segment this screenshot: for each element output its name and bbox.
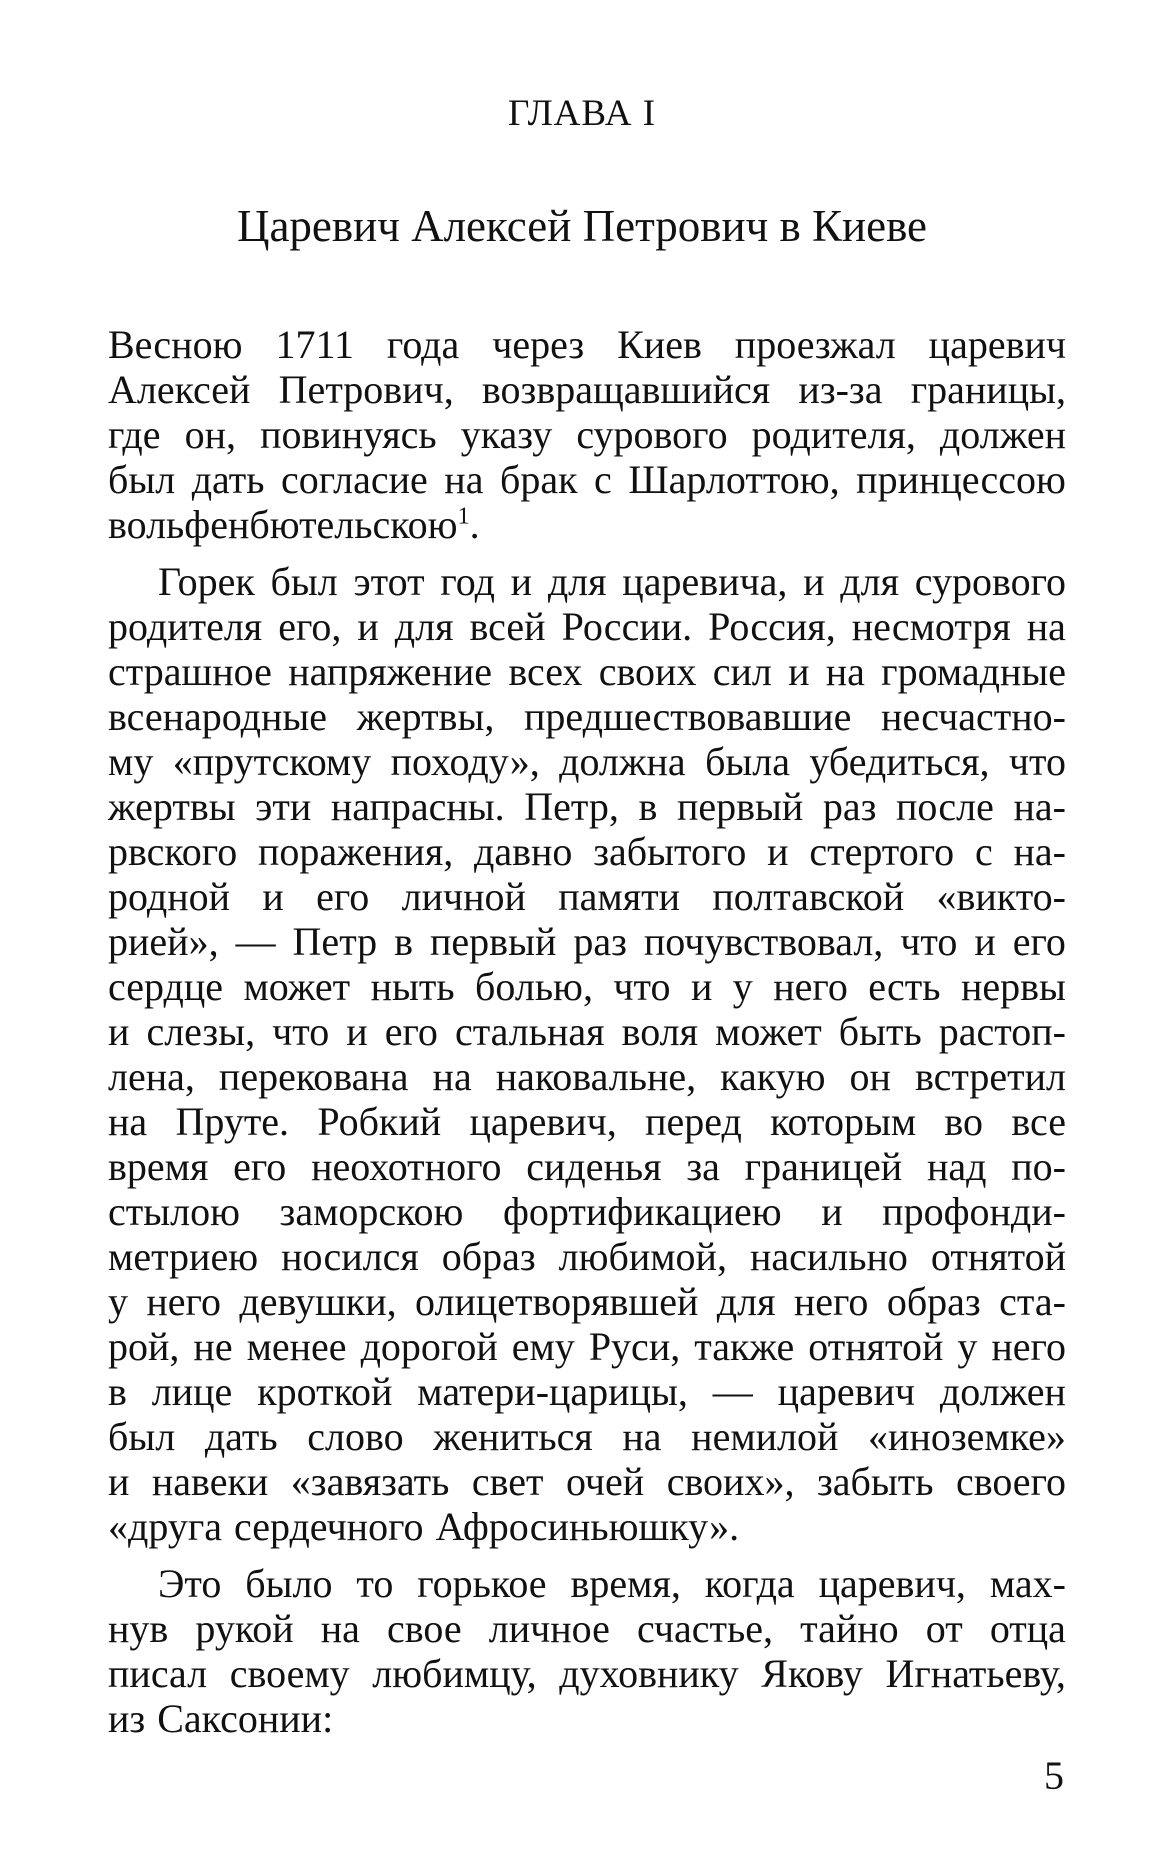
word: Горек — [158, 559, 255, 604]
word: писал — [108, 1651, 208, 1696]
word: года — [386, 322, 460, 367]
word: на — [320, 1606, 360, 1651]
word: сурового — [914, 559, 1066, 604]
word: «викто- — [936, 874, 1066, 919]
word: для — [394, 604, 454, 649]
word: воля — [621, 1009, 699, 1054]
text-line — [108, 1009, 1066, 1054]
word: «иноземке» — [868, 1414, 1066, 1459]
text-line — [108, 1606, 1066, 1651]
word: Игнатьеву, — [885, 1651, 1066, 1696]
word: был — [270, 559, 338, 604]
word: дать — [191, 457, 265, 502]
word: быть — [838, 1009, 922, 1054]
word: и — [357, 604, 379, 649]
word: свет — [471, 1459, 544, 1504]
word: что — [613, 964, 671, 1009]
word: рвского — [108, 829, 238, 874]
word: матери-царицы, — [417, 1369, 688, 1414]
word: горькое — [417, 1561, 547, 1606]
word: отнятой — [930, 1234, 1066, 1279]
word: согласие — [281, 457, 428, 502]
word: и — [108, 1009, 130, 1054]
word: Петр, — [524, 784, 619, 829]
word: и — [262, 874, 284, 919]
text-line — [108, 367, 1066, 412]
word: памяти — [558, 874, 681, 919]
word: и — [510, 559, 533, 604]
word: нервы — [960, 964, 1066, 1009]
text-line — [108, 322, 1066, 367]
word: предшествовавшие — [524, 694, 852, 739]
word: может — [243, 964, 351, 1009]
word: для — [716, 1279, 776, 1324]
word: первый — [676, 784, 804, 829]
word: страшное — [108, 649, 272, 694]
word: Весною — [108, 322, 243, 367]
word: раз — [573, 919, 627, 964]
word: любимой, — [558, 1234, 727, 1279]
word: лице — [151, 1369, 233, 1414]
body-text — [108, 322, 1066, 1741]
word: ныть — [370, 964, 455, 1009]
word: и — [974, 919, 996, 964]
text-line — [108, 919, 1066, 964]
text-line — [108, 1234, 1066, 1279]
footnote-punctuation: . — [469, 502, 480, 547]
word: фортификациею — [502, 1189, 782, 1234]
word: год — [440, 559, 495, 604]
text-line — [108, 784, 1066, 829]
word: образ — [441, 1234, 536, 1279]
word: Петрович, — [278, 367, 454, 412]
text-line — [108, 457, 1066, 502]
word: также — [694, 1324, 795, 1369]
word: его — [316, 874, 370, 919]
word: очей — [565, 1459, 645, 1504]
text-line — [108, 502, 1066, 547]
word: и — [108, 1459, 130, 1504]
word: от — [925, 1606, 963, 1651]
word: что — [900, 919, 958, 964]
text-line — [108, 1459, 1066, 1504]
word: отнятой — [808, 1324, 944, 1369]
word: и — [690, 964, 713, 1009]
word: жертвы, — [356, 694, 495, 739]
word: своему — [229, 1651, 350, 1696]
text-line — [108, 1651, 1066, 1696]
word: которым — [770, 1099, 917, 1144]
text-line — [108, 1414, 1066, 1459]
text-line — [108, 1324, 1066, 1369]
word: Киев — [617, 322, 702, 367]
word: олицетворявшей — [415, 1279, 699, 1324]
word: время — [108, 1144, 209, 1189]
word: счастье, — [636, 1606, 774, 1651]
word: после — [896, 784, 994, 829]
word: немилой — [691, 1414, 839, 1459]
word: «прутскому — [172, 739, 372, 784]
word: Афросиньюшку». — [435, 1504, 740, 1549]
word: ста- — [999, 1279, 1066, 1324]
word: его — [384, 1009, 438, 1054]
word: му — [108, 739, 154, 784]
word: мах- — [989, 1561, 1066, 1606]
word: забытого — [593, 829, 747, 874]
word: 1711 — [275, 322, 354, 367]
word: давно — [474, 829, 573, 874]
word: девушки, — [239, 1279, 397, 1324]
word: — — [235, 919, 276, 964]
word: все — [1011, 1099, 1066, 1144]
word: слово — [307, 1414, 404, 1459]
word: вольфенбютельскою$^1$. — [108, 502, 480, 547]
word: своих — [598, 649, 697, 694]
word: есть — [868, 964, 941, 1009]
word: встретил — [914, 1054, 1066, 1099]
word: дать — [204, 1414, 278, 1459]
word: на — [825, 649, 865, 694]
word: на — [108, 1099, 148, 1144]
word: него — [991, 1324, 1066, 1369]
word: образ — [886, 1279, 981, 1324]
word: него — [773, 964, 848, 1009]
word: стылою — [108, 1189, 240, 1234]
word: навеки — [151, 1459, 269, 1504]
word: может — [715, 1009, 822, 1054]
word: профонди- — [882, 1189, 1066, 1234]
word: напрасны. — [330, 784, 505, 829]
word: должна — [559, 739, 686, 784]
word: личное — [488, 1606, 610, 1651]
word: царевича, — [622, 559, 788, 604]
word: не — [193, 1324, 233, 1369]
word: границы, — [910, 367, 1066, 412]
word: первый — [430, 919, 557, 964]
word: личной — [401, 874, 526, 919]
word: и — [346, 1009, 368, 1054]
word: что — [272, 1009, 330, 1054]
word: у — [108, 1279, 128, 1324]
word: царевич, — [469, 1099, 617, 1144]
word: «друга — [108, 1504, 222, 1549]
word: Якову — [761, 1651, 863, 1696]
word: сил — [712, 649, 772, 694]
text-line — [108, 739, 1066, 784]
word: него — [793, 1279, 869, 1324]
text-line — [108, 1189, 1066, 1234]
chapter-title: Царевич Алексей Петрович в Киеве — [236, 201, 928, 251]
word: повинуясь — [260, 412, 437, 457]
text-line — [108, 964, 1066, 1009]
word: всей — [469, 604, 546, 649]
text-line — [108, 559, 1066, 604]
word: ему — [511, 1324, 575, 1369]
text-line — [108, 1144, 1066, 1189]
word: по- — [1011, 1144, 1066, 1189]
word: наковальне, — [495, 1054, 697, 1099]
word: на- — [1013, 829, 1066, 874]
word: была — [705, 739, 791, 784]
word: был — [108, 1414, 176, 1459]
word: во — [944, 1099, 984, 1144]
word: у — [732, 964, 753, 1009]
word: походу», — [390, 739, 540, 784]
word: дорогой — [360, 1324, 498, 1369]
word: Петр — [292, 919, 378, 964]
word: на- — [1013, 784, 1066, 829]
word: сиденья — [526, 1144, 662, 1189]
word: своего — [955, 1459, 1066, 1504]
word: сурового — [576, 412, 728, 457]
word: его — [233, 1144, 287, 1189]
word: проезжал — [734, 322, 896, 367]
word: время, — [570, 1561, 681, 1606]
text-line — [108, 829, 1066, 874]
word: царевич — [777, 1369, 915, 1414]
word: полтавской — [712, 874, 905, 919]
word: брак — [499, 457, 578, 502]
word: он — [849, 1054, 891, 1099]
word: кроткой — [257, 1369, 393, 1414]
word: Это — [158, 1561, 222, 1606]
word: с — [974, 829, 993, 874]
word: для — [840, 559, 899, 604]
word: носился — [281, 1234, 419, 1279]
word: он, — [184, 412, 237, 457]
word: заморскою — [279, 1189, 464, 1234]
word: всех — [508, 649, 583, 694]
word: несчастно- — [881, 694, 1066, 739]
word: и — [767, 829, 789, 874]
word: стертого — [809, 829, 955, 874]
word: насильно — [749, 1234, 908, 1279]
word: жертвы — [108, 784, 236, 829]
word: этот — [353, 559, 425, 604]
word: в — [108, 1369, 127, 1414]
word: и — [803, 559, 825, 604]
word: Алексей — [108, 367, 251, 412]
word: из — [108, 1696, 146, 1741]
word: жениться — [433, 1414, 593, 1459]
word: его, — [278, 604, 342, 649]
word: своих», — [666, 1459, 795, 1504]
word: на — [622, 1414, 662, 1459]
text-line — [108, 649, 1066, 694]
word: рией», — [108, 919, 219, 964]
word: стальная — [454, 1009, 605, 1054]
word: громадные — [881, 649, 1066, 694]
word: на — [444, 457, 484, 502]
word: болью, — [475, 964, 593, 1009]
word: родителя, — [751, 412, 916, 457]
word: Робкий — [317, 1099, 442, 1144]
word: должен — [939, 412, 1066, 457]
word: почувствовал, — [643, 919, 884, 964]
word: отца — [989, 1606, 1066, 1651]
text-line — [108, 604, 1066, 649]
word: царевич — [928, 322, 1066, 367]
word: сердце — [108, 964, 223, 1009]
chapter-label: ГЛАВА I — [507, 93, 657, 134]
word: рой, — [108, 1324, 180, 1369]
word: и — [821, 1189, 843, 1234]
word: когда — [704, 1561, 795, 1606]
word: Россия, — [708, 604, 836, 649]
word: слезы, — [146, 1009, 256, 1054]
word: Саксонии: — [157, 1696, 334, 1741]
text-line — [108, 1696, 1066, 1741]
text-line — [108, 412, 1066, 457]
word: царевич, — [818, 1561, 966, 1606]
word: несмотря — [851, 604, 1011, 649]
word: в — [394, 919, 414, 964]
word: в — [638, 784, 658, 829]
word: неохотного — [311, 1144, 502, 1189]
word: с — [594, 457, 612, 502]
word: эти — [255, 784, 312, 829]
word: у — [957, 1324, 978, 1369]
word: перед — [645, 1099, 742, 1144]
text-line — [108, 694, 1066, 739]
word: «завязать — [290, 1459, 450, 1504]
word: его — [1012, 919, 1066, 964]
word: рукой — [195, 1606, 294, 1651]
word: что — [1008, 739, 1066, 784]
word: России. — [561, 604, 693, 649]
text-line — [108, 1054, 1066, 1099]
text-line — [108, 874, 1066, 919]
word: растоп- — [938, 1009, 1066, 1054]
word: менее — [246, 1324, 347, 1369]
word: перекована — [218, 1054, 409, 1099]
word: границей — [744, 1144, 903, 1189]
word: было — [245, 1561, 333, 1606]
word: родителя — [108, 604, 263, 649]
word: возвращавшийся — [481, 367, 771, 412]
word: указу — [460, 412, 553, 457]
word: для — [547, 559, 607, 604]
word: через — [492, 322, 585, 367]
word: родной — [108, 874, 231, 919]
text-line — [108, 1561, 1066, 1606]
word: был — [108, 457, 176, 502]
word: поражения, — [258, 829, 454, 874]
word: за — [686, 1144, 720, 1189]
word: принцессою — [856, 457, 1066, 502]
word: всенародные — [108, 694, 328, 739]
text-line — [108, 1504, 1066, 1549]
word: должен — [939, 1369, 1066, 1414]
word: любимцу, — [372, 1651, 537, 1696]
text-line — [108, 1369, 1066, 1414]
word: духовнику — [559, 1651, 739, 1696]
word: Пруте. — [175, 1099, 290, 1144]
word: и — [788, 649, 810, 694]
text-line — [108, 1279, 1066, 1324]
word: тайно — [800, 1606, 899, 1651]
word: раз — [822, 784, 877, 829]
word: какую — [720, 1054, 826, 1099]
word: Руси, — [588, 1324, 681, 1369]
word: из-за — [798, 367, 883, 412]
word: над — [926, 1144, 987, 1189]
word: свое — [387, 1606, 462, 1651]
word: нув — [108, 1606, 169, 1651]
word: него — [146, 1279, 221, 1324]
word: убедиться, — [809, 739, 990, 784]
word: забыть — [816, 1459, 934, 1504]
word: то — [356, 1561, 394, 1606]
word: лена, — [108, 1054, 195, 1099]
word: сердечного — [233, 1504, 424, 1549]
word: метриею — [108, 1234, 259, 1279]
text-line — [108, 1099, 1066, 1144]
word: на — [432, 1054, 472, 1099]
word: напряжение — [288, 649, 493, 694]
footnote-reference[interactable]: 1 — [457, 503, 470, 530]
word: на — [1026, 604, 1066, 649]
word: — — [712, 1369, 753, 1414]
page-number: 5 — [1044, 1753, 1064, 1798]
word: где — [108, 412, 161, 457]
word: Шарлоттою, — [628, 457, 840, 502]
